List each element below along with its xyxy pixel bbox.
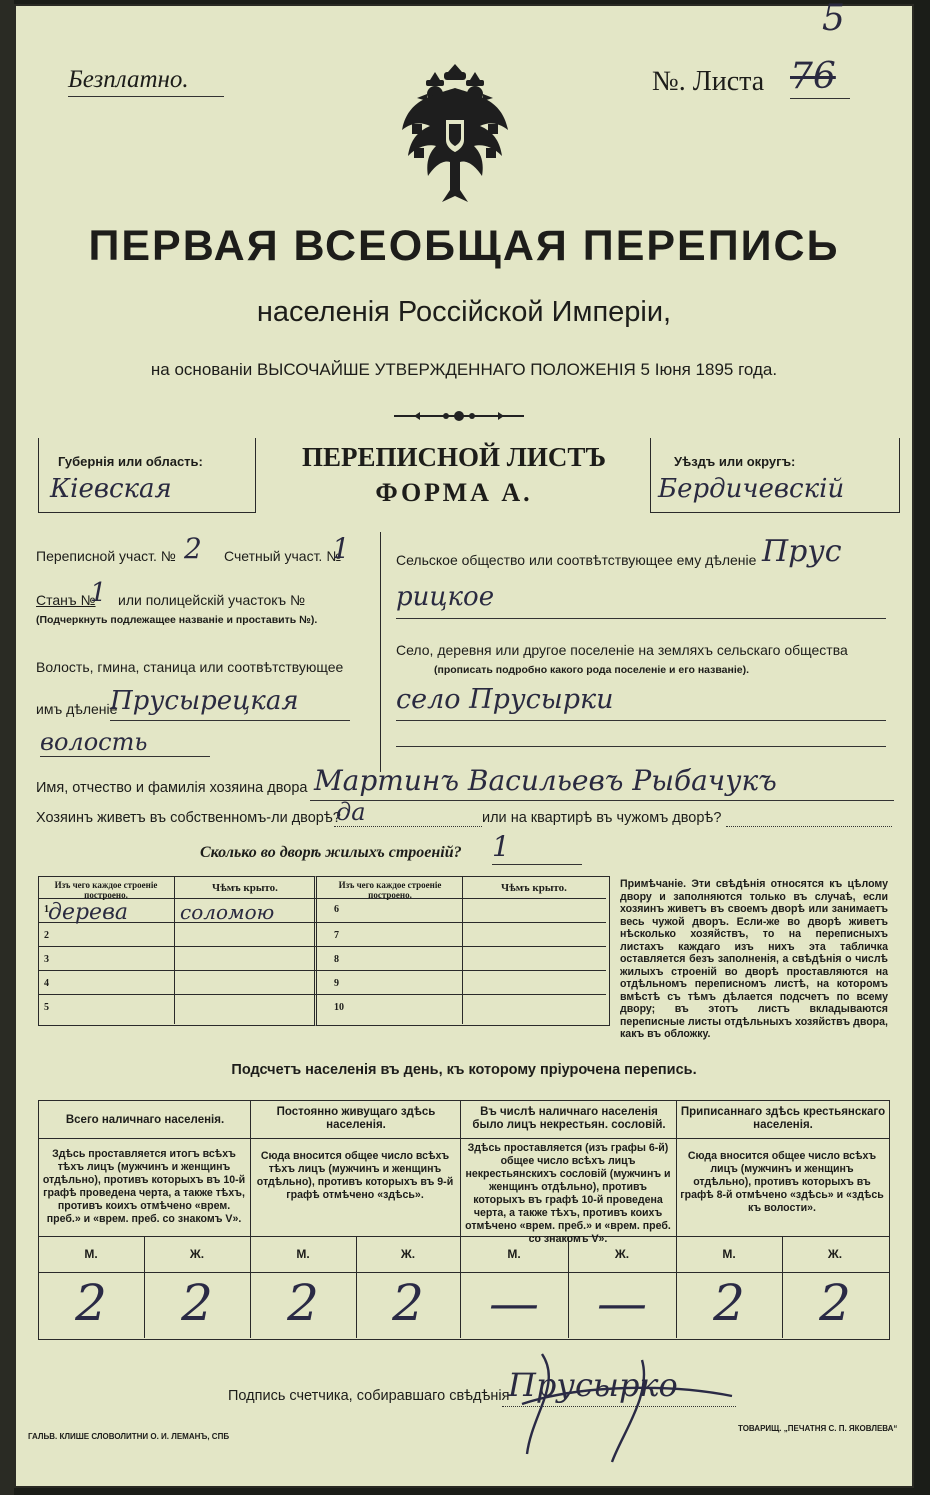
society-value-2: рицкое [396,582,495,612]
buildings-note: Примѣчаніе. Эти свѣдѣнія относятся къ цѣлому двору и заполняются только въ случаѣ, если хозяинъ живетъ въ своемъ дворѣ или занимаетъ весь чужой дворъ. Если-же во дворѣ живетъ нѣсколько хозяйствъ, то на переписныхъ листахъ каждаго изъ нихъ эта табличка оставляется безъ заполненія, а свѣдѣнія о числѣ жилыхъ строеній во дворѣ проставляются на отдѣльномъ переписномъ листѣ, на которомъ вмѣстѣ съ тѣмъ дѣлается подсчетъ по всему двору; въ этотъ листъ вкладываются переписные листы отдѣльныхъ хозяйствъ двора, какъ въ обложку. [620,878,888,1040]
bt-row-num: 8 [334,954,339,965]
count-value: 2 [392,1274,424,1332]
col-m: М. [507,1247,521,1261]
bt-row-num: 7 [334,930,339,941]
count-value: 2 [287,1274,319,1332]
coat-of-arms-icon [400,60,510,206]
stan-label: Станъ № [36,592,96,608]
count-value: 2 [819,1274,851,1332]
uchastok-value: 2 [184,532,202,565]
bt-row-num: 5 [44,1002,49,1013]
census-sheet [14,0,914,1488]
society-value: Прус [762,534,842,569]
bt-row-num: 6 [334,904,339,915]
police-label: или полицейскій участокъ № [118,592,306,608]
volost-value-2: волость [40,728,148,756]
volost-label-2: имъ дѣленіе [36,701,118,717]
count-header: Всего наличнаго населенія. [65,1114,225,1126]
page-title: ПЕРВАЯ ВСЕОБЩАЯ ПЕРЕПИСЬ [88,222,840,270]
count-value: 2 [75,1274,107,1332]
village-label: Село, деревня или другое поселеніе на земляхъ сельскаго общества [396,642,848,658]
free-label: Безплатно. [68,66,189,93]
lives-value: да [336,798,366,826]
printer-right: ТОВАРИЩ. „ПЕЧАТНЯ С. П. ЯКОВЛЕВА“ [738,1424,898,1433]
owner-label: Имя, отчество и фамилія хозяина двора [36,780,308,796]
uchastok-label: Переписной участ. № [36,548,176,564]
rent-label: или на квартирѣ въ чужомъ дворѣ? [482,810,722,826]
signature-value: Прусырко [508,1366,678,1404]
bt-col-material-2: Изъ чего каждое строеніе построено. [338,880,442,900]
count-desc: Здѣсь проставляется итогъ всѣхъ тѣхъ лицъ (мужчинъ и женщинъ отдѣльно), противъ которыхъ въ 10-й графѣ проведена черта, а также тѣхъ, противъ коихъ отмѣчено «врем. преб.» и «врем. преб. со знакомъ V». [42,1148,246,1225]
society-label: Сельское общество или соотвѣтствующее ему дѣленіе [396,552,757,568]
count-desc: Сюда вносится общее число всѣхъ тѣхъ лицъ (мужчинъ и женщинъ отдѣльно), противъ которыхъ въ 9-й графѣ отмѣчено «здѣсь». [256,1150,454,1201]
col-zh: Ж. [827,1247,843,1261]
scan-left-edge [0,0,14,1495]
count-desc: Здѣсь проставляется (изъ графы 6-й) общее число всѣхъ лицъ некрестьянскихъ сословій (мужчинъ и женщинъ отдѣльно), противъ которыхъ въ графѣ 10-й проведена черта, а также тѣхъ, противъ коихъ отмѣчено «врем. преб.» и «врем. преб. со знакомъ V». [465,1142,671,1245]
sheet-no-value: 76 [790,56,836,97]
count-header: Приписаннаго здѣсь крестьянскаго населенія. [680,1106,886,1131]
col-m: М. [84,1247,98,1261]
signature-label: Подпись счетчика, собиравшаго свѣдѣнія [228,1388,510,1404]
volost-label: Волость, гмина, станица или соотвѣтствующее [36,659,344,675]
sheet-no-label: №. Листа [652,66,765,97]
bt-row-num: 2 [44,930,49,941]
schetny-value: 1 [332,532,350,565]
uezd-value: Бердичевскій [658,474,845,504]
bt-col-roof-2: Чѣмъ крыто. [501,882,567,894]
bt-row-num: 10 [334,1002,344,1013]
count-value: 2 [713,1274,745,1332]
bt-col-roof: Чѣмъ крыто. [212,882,278,894]
bt-row1-material: дерева [48,900,128,925]
stan-hint: (Подчеркнуть подлежащее названіе и проставить №). [36,614,318,626]
buildings-label: Сколько во дворѣ жилыхъ строеній? [200,844,462,861]
col-zh: Ж. [400,1247,416,1261]
count-desc: Сюда вносится общее число всѣхъ лицъ (мужчинъ и женщинъ отдѣльно), противъ которыхъ въ графѣ 8-й отмѣчено «здѣсь» и «здѣсь къ волости». [680,1150,884,1214]
village-value: село Прусырки [396,684,614,715]
lives-label: Хозяинъ живетъ въ собственномъ-ли дворѣ? [36,810,341,826]
bt-col-material: Изъ чего каждое строеніе построено. [54,880,158,900]
stan-value: 1 [90,578,107,608]
bt-row-num: 4 [44,978,49,989]
owner-value: Мартинъ Васильевъ Рыбачукъ [314,764,777,797]
gubernia-label: Губернія или область: [58,454,203,469]
count-title: Подсчетъ населенія въ день, къ которому пріурочена перепись. [231,1062,697,1078]
bt-row-num: 1 [44,904,49,915]
form-subtitle: ФОРМА А. [375,478,533,507]
signature-flourish [502,1344,742,1474]
count-header: Постоянно живущаго здѣсь населенія. [276,1106,436,1131]
ornament-divider [394,408,524,424]
basis-line: на основаніи ВЫСОЧАЙШЕ УТВЕРЖДЕННАГО ПОЛОЖЕНІЯ 5 Іюня 1895 года. [150,360,778,379]
page-subtitle: населенія Россійской Имперіи, [256,296,672,328]
bt-row1-roof: соломою [180,900,275,924]
corner-number: 5 [822,0,845,39]
printer-left: ГАЛЬВ. КЛИШЕ СЛОВОЛИТНИ О. И. ЛЕМАНЪ, СПБ [28,1432,230,1441]
village-hint: (прописать подробно какого рода поселеніе и его названіе). [434,664,750,676]
form-title: ПЕРЕПИСНОЙ ЛИСТЪ [301,442,607,472]
buildings-value: 1 [492,830,510,863]
uezd-label: Уѣздъ или округъ: [674,454,796,469]
bt-row-num: 3 [44,954,49,965]
count-value: — [489,1274,539,1332]
count-value: 2 [181,1274,213,1332]
schetny-label: Счетный участ. № [224,548,342,564]
col-m: М. [722,1247,736,1261]
volost-value: Прусырецкая [110,686,299,716]
bt-row-num: 9 [334,978,339,989]
col-m: М. [296,1247,310,1261]
gubernia-value: Кіевская [50,474,172,504]
col-zh: Ж. [189,1247,205,1261]
count-value: — [597,1274,647,1332]
col-zh: Ж. [614,1247,630,1261]
count-header: Въ числѣ наличнаго населенія было лицъ некрестьян. сословій. [472,1106,666,1131]
